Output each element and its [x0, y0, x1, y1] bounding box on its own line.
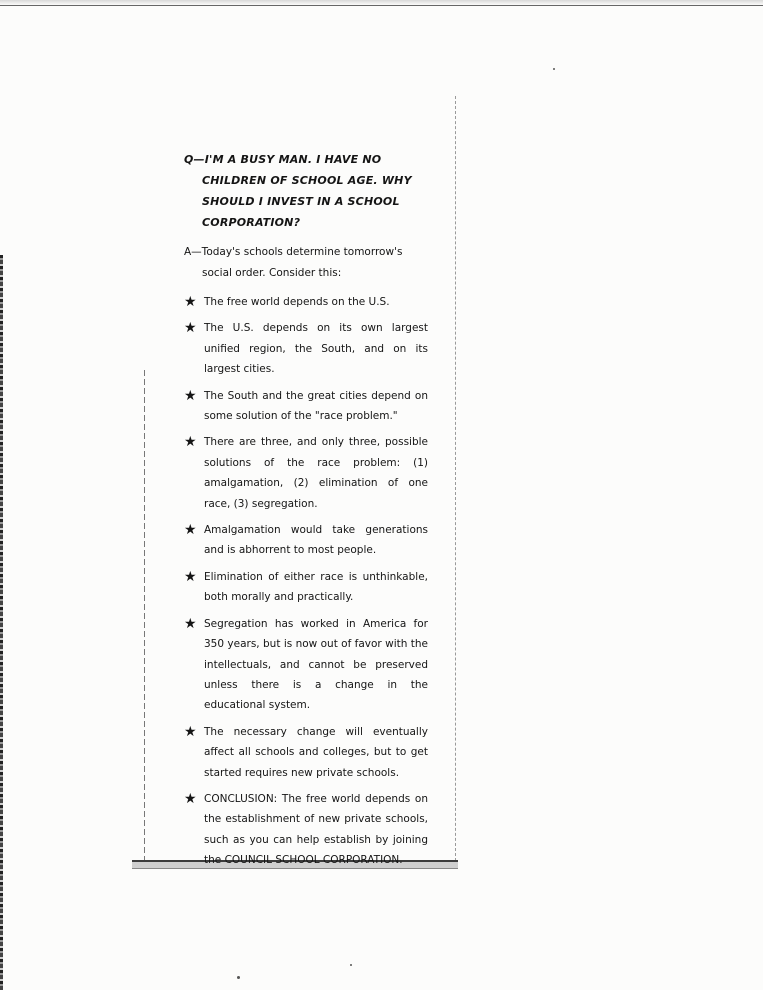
list-item: ★ The free world depends on the U.S. [184, 294, 390, 310]
scan-left-edge [0, 255, 3, 990]
list-item: ★ CONCLUSION: The free world depends on the establishment of new private schools, such as you can help establish by joining the COUNCIL SCHOOL CORPORATION. [184, 790, 428, 867]
star-icon: ★ [184, 434, 197, 451]
list-item: ★ The U.S. depends on its own largest unified region, the South, and on its largest cities. [184, 320, 428, 376]
list-item: ★ Segregation has worked in America for 350 years, but is now out of favor with the intellectuals, and cannot be preserved unless there is a change in the educational system. [184, 615, 428, 712]
star-icon: ★ [184, 320, 197, 337]
star-icon: ★ [184, 294, 197, 310]
list-item: ★ Elimination of either race is unthinkable, both morally and practically. [184, 568, 428, 604]
scan-speck [237, 976, 240, 979]
list-item: ★ The necessary change will eventually affect all schools and colleges, but to get started requires new private schools. [184, 723, 428, 779]
panel-left-edge [144, 370, 145, 862]
pamphlet-text [184, 149, 428, 877]
star-icon: ★ [184, 568, 197, 585]
star-icon: ★ [184, 522, 197, 539]
star-icon: ★ [184, 387, 197, 404]
scan-top-edge [0, 0, 763, 6]
points-list [184, 292, 428, 871]
scan-speck [553, 68, 555, 70]
star-icon: ★ [184, 790, 197, 807]
answer-intro: A—Today's schools determine tomorrow's social order. Consider this: [184, 246, 403, 279]
scan-speck [350, 964, 352, 966]
star-icon: ★ [184, 723, 197, 740]
star-icon: ★ [184, 615, 197, 632]
list-item: ★ There are three, and only three, possible solutions of the race problem: (1) amalgamation, (2) elimination of one race, (3) segregation. [184, 434, 428, 510]
list-item: ★ The South and the great cities depend on some solution of the "race problem." [184, 387, 428, 423]
question-heading: Q—I'M A BUSY MAN. I HAVE NO CHILDREN OF SCHOOL AGE. WHY SHOULD I INVEST IN A SCHOOL CORPORATION? [184, 153, 412, 229]
list-item: ★ Amalgamation would take generations and is abhorrent to most people. [184, 522, 428, 557]
